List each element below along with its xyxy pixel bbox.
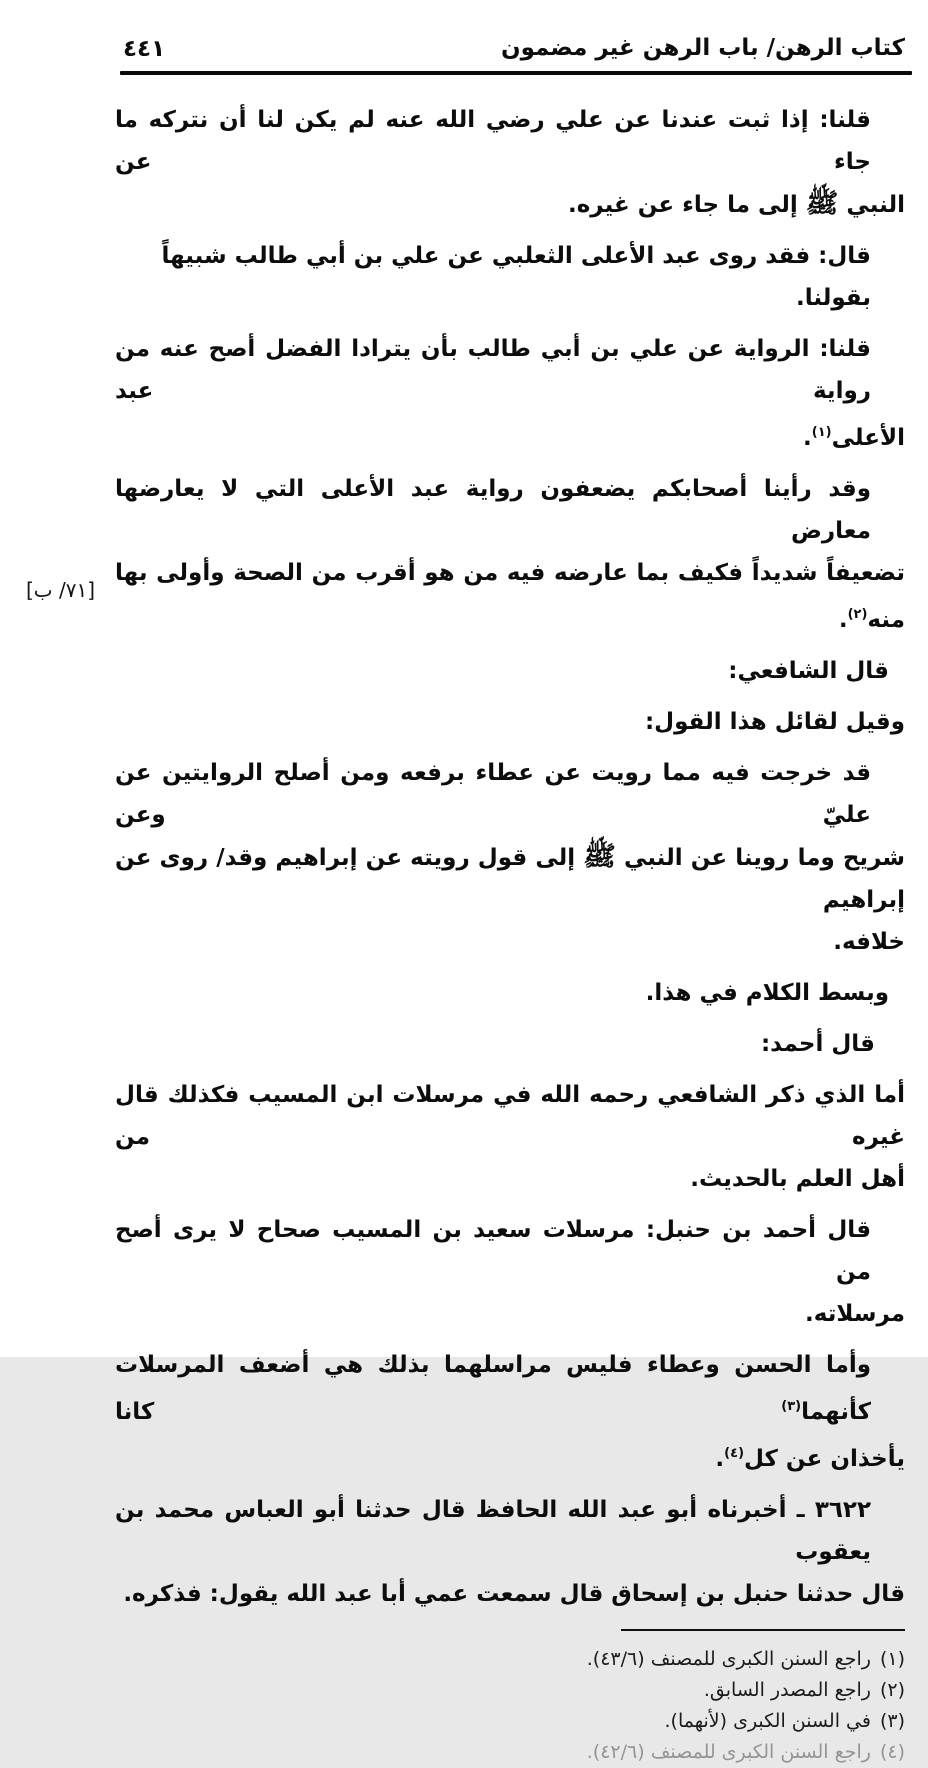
text-run: شريح وما روينا عن النبي [615, 845, 905, 871]
footnote [115, 1737, 905, 1768]
text-run: خلافه. [833, 929, 905, 955]
text-run: ٣٦٢٢ ـ أخبرناه أبو عبد الله الحافظ قال حدثنا أبو العباس محمد بن يعقوب [115, 1497, 871, 1565]
text-run: مرسلاته. [805, 1301, 905, 1327]
text-run: النبي [838, 192, 905, 218]
honorific-symbol: ﷺ [583, 841, 616, 872]
footnote-text: راجع المصدر السابق. [703, 1679, 871, 1701]
text-line [115, 972, 905, 1014]
text-run: قال الشافعي: [728, 658, 889, 684]
footnote-text: في السنن الكبرى (لأنهما). [664, 1710, 871, 1732]
footnote-separator [621, 1629, 905, 1631]
text-line [115, 552, 905, 641]
text-line [115, 701, 905, 743]
text-line [115, 468, 905, 552]
text-run: قلنا: الرواية عن علي بن أبي طالب بأن يترادا الفضل أصح عنه من رواية عبد [115, 336, 871, 404]
text-line [115, 1293, 905, 1335]
footnote-number: (٤) [879, 1741, 905, 1763]
footnote-number: (١) [879, 1648, 905, 1670]
text-run: . [715, 1446, 725, 1472]
text-line [115, 1489, 905, 1573]
text-run: وقد رأينا أصحابكم يضعفون رواية عبد الأعلى التي لا يعارضها معارض [115, 476, 871, 544]
footnotes-block [115, 1644, 905, 1768]
text-run: . [803, 425, 812, 451]
footnote-marker: (١) [811, 425, 832, 440]
footnote-text: راجع السنن الكبرى للمصنف (٤٣/٦). [586, 1648, 871, 1670]
text-run: أهل العلم بالحديث. [690, 1166, 905, 1192]
text-line [115, 752, 905, 836]
footnote [115, 1675, 905, 1706]
text-line [115, 921, 905, 963]
text-line [115, 235, 905, 319]
text-line [115, 1158, 905, 1200]
text-line [115, 836, 905, 921]
text-line [115, 412, 905, 459]
footnote-marker: (٤) [724, 1446, 745, 1461]
honorific-symbol: ﷺ [805, 188, 839, 219]
text-run: قال أحمد: [760, 1031, 875, 1057]
text-line [115, 650, 905, 692]
folio-margin-note: [٧١/ ب] [26, 578, 96, 602]
text-run: كانا [115, 1399, 782, 1425]
text-line [115, 1023, 905, 1065]
text-run: الأعلى [831, 425, 905, 451]
page-title: كتاب الرهن/ باب الرهن غير مضمون [500, 35, 905, 61]
text-line [115, 1209, 905, 1293]
text-line [115, 1344, 905, 1433]
text-run: قال حدثنا حنبل بن إسحاق قال سمعت عمي أبا عبد الله يقول: فذكره. [123, 1581, 905, 1607]
footnote-marker: (٣) [781, 1399, 802, 1414]
footnote-number: (٢) [879, 1679, 905, 1701]
page-number: ٤٤١ [123, 36, 166, 62]
text-run: تضعيفاً شديداً فكيف بما عارضه فيه من هو أقرب من الصحة وأولى بها منه [115, 560, 905, 633]
text-line [115, 1433, 905, 1480]
footnote-text: راجع السنن الكبرى للمصنف (٤٢/٦). [586, 1741, 871, 1763]
text-line [115, 328, 905, 412]
text-run: قال: فقد روى عبد الأعلى الثعلبي عن علي بن أبي طالب شبيهاً بقولنا. [161, 243, 871, 311]
text-run: وبسط الكلام في هذا. [645, 980, 889, 1006]
page-header [0, 0, 928, 68]
footnote-marker: (٢) [847, 607, 868, 622]
text-run: إلى ما جاء عن غيره. [567, 192, 806, 218]
header-rule [120, 71, 912, 75]
body-text [115, 99, 905, 1615]
text-line [115, 99, 905, 183]
footnote-number: (٣) [879, 1710, 905, 1732]
text-run: . [838, 607, 848, 633]
text-line [115, 1573, 905, 1615]
footnote [115, 1706, 905, 1737]
text-run: قد خرجت فيه مما رويت عن عطاء برفعه ومن أصلح الروايتين عن عليّ وعن [115, 760, 871, 828]
text-line [115, 1074, 905, 1158]
text-run: أما الذي ذكر الشافعي رحمه الله في مرسلات ابن المسيب فكذلك قال غيره من [115, 1082, 905, 1150]
text-run: قال أحمد بن حنبل: مرسلات سعيد بن المسيب صحاح لا يرى أصح من [115, 1217, 871, 1285]
text-line [115, 183, 905, 226]
text-run: وأما الحسن وعطاء فليس مراسلهما بذلك هي أضعف المرسلات كأنهما [115, 1352, 871, 1425]
text-run: وقيل لقائل هذا القول: [644, 709, 905, 735]
text-run: يأخذان عن كل [744, 1446, 905, 1472]
footnote [115, 1644, 905, 1675]
text-run: إلى قول رويته عن إبراهيم وقد/ روى عن إبراهيم [115, 845, 905, 913]
text-run: قلنا: إذا ثبت عندنا عن علي رضي الله عنه لم يكن لنا أن نتركه ما جاء عن [115, 107, 871, 175]
